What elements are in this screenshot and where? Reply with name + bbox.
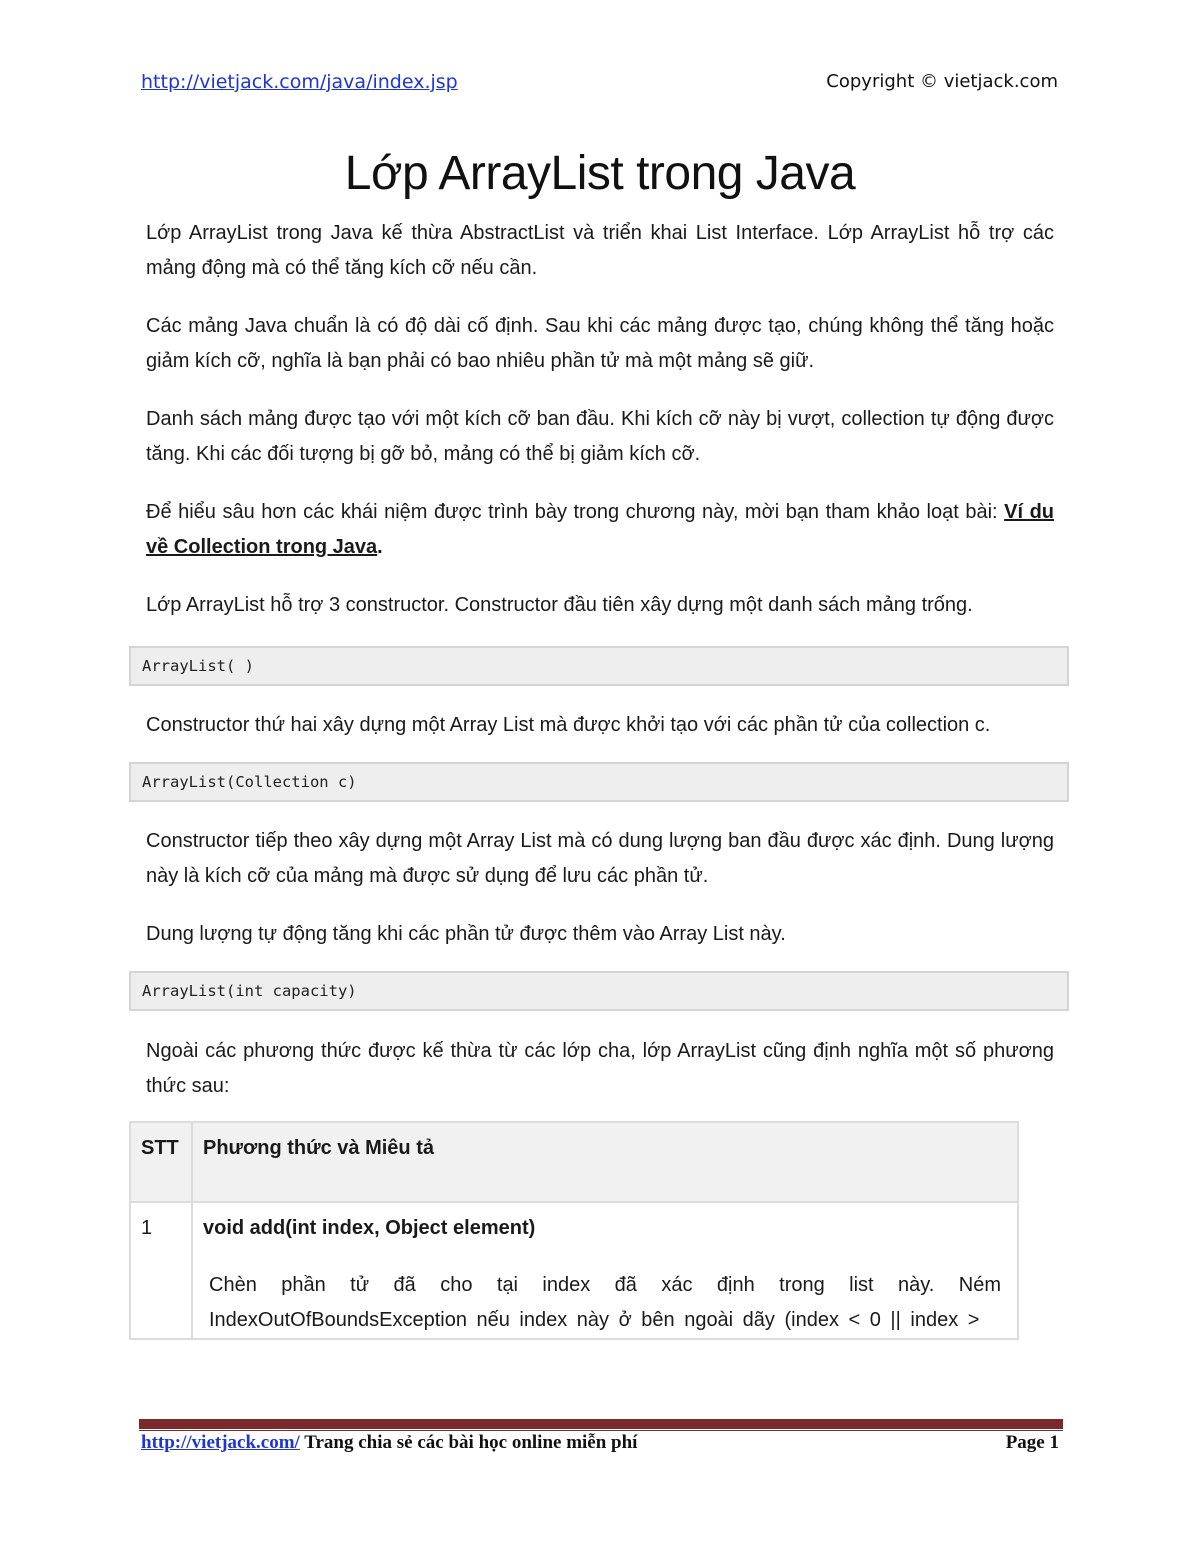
fixed-size-paragraph: Các mảng Java chuẩn là có độ dài cố định. Sau khi các mảng được tạo, chúng không thể tăng hoặc giảm kích cỡ, nghĩa là bạn phải có bao nhiêu phần tử mà một mảng sẽ giữ. <box>146 315 1054 372</box>
header-url-link[interactable]: http://vietjack.com/java/index.jsp <box>141 71 458 93</box>
footer-divider-thin <box>139 1430 1063 1431</box>
header-method-description: Phương thức và Miêu tả <box>192 1122 1018 1202</box>
code-block-default-constructor: ArrayList( ) <box>129 646 1069 686</box>
methods-table <box>129 1121 1019 1340</box>
methods-intro-section <box>146 1034 1054 1104</box>
page-title: Lớp ArrayList trong Java <box>344 147 856 200</box>
header-copyright: Copyright © vietjack.com <box>826 71 1058 92</box>
method-description: Chèn phần tử đã cho tại index đã xác định trong list này. Ném IndexOutOfBoundsException nếu index này ở bên ngoài dãy (index < 0 || index > <box>209 1274 1001 1331</box>
auto-capacity-paragraph: Dung lượng tự động tăng khi các phần tử được thêm vào Array List này. <box>146 923 786 945</box>
third-constructor-section <box>146 824 1054 952</box>
collection-examples-link[interactable]: Ví du về Collection trong Java <box>146 501 1055 558</box>
row-method-cell <box>192 1202 1018 1339</box>
footer-left <box>141 1432 637 1454</box>
third-constructor-paragraph: Constructor tiếp theo xây dựng một Array List mà có dung lượng ban đầu được xác định. Dung lượng này là kích cỡ của mảng mà được sử dụng để lưu các phần tử. <box>146 830 1054 887</box>
header-stt: STT <box>130 1122 192 1202</box>
method-signature: void add(int index, Object element) <box>203 1217 536 1239</box>
dynamic-size-paragraph: Danh sách mảng được tạo với một kích cỡ ban đầu. Khi kích cỡ này bị vượt, collection tự động được tăng. Khi các đối tượng bị gỡ bỏ, mảng có thể bị giảm kích cỡ. <box>146 408 1054 465</box>
methods-intro-paragraph: Ngoài các phương thức được kế thừa từ các lớp cha, lớp ArrayList cũng định nghĩa một số phương thức sau: <box>146 1040 1054 1097</box>
page-number: Page 1 <box>1005 1432 1059 1453</box>
footer-url-link[interactable]: http://vietjack.com/ <box>141 1432 300 1453</box>
intro-paragraph: Lớp ArrayList trong Java kế thừa AbstractList và triển khai List Interface. Lớp ArrayList hỗ trợ các mảng động mà có thể tăng kích cỡ nếu cần. <box>146 222 1054 279</box>
code-block-capacity-constructor: ArrayList(int capacity) <box>129 971 1069 1011</box>
footer-tagline: Trang chia sẻ các bài học online miễn phí <box>299 1432 638 1453</box>
reference-suffix: . <box>377 536 383 558</box>
second-constructor-paragraph: Constructor thứ hai xây dựng một Array List mà được khởi tạo với các phần tử của collection c. <box>146 714 991 736</box>
constructors-paragraph: Lớp ArrayList hỗ trợ 3 constructor. Constructor đầu tiên xây dựng một danh sách mảng trống. <box>146 594 973 616</box>
table-header-row <box>130 1122 1018 1202</box>
second-constructor-section <box>146 708 1054 743</box>
table-row <box>130 1202 1018 1339</box>
reference-paragraph <box>146 495 1054 565</box>
row-index: 1 <box>130 1202 192 1339</box>
intro-section <box>146 216 1054 623</box>
code-block-collection-constructor: ArrayList(Collection c) <box>129 762 1069 802</box>
footer-divider <box>139 1419 1063 1429</box>
reference-prefix: Để hiểu sâu hơn các khái niệm được trình bày trong chương này, mời bạn tham khảo loạt bài: <box>146 501 1005 523</box>
